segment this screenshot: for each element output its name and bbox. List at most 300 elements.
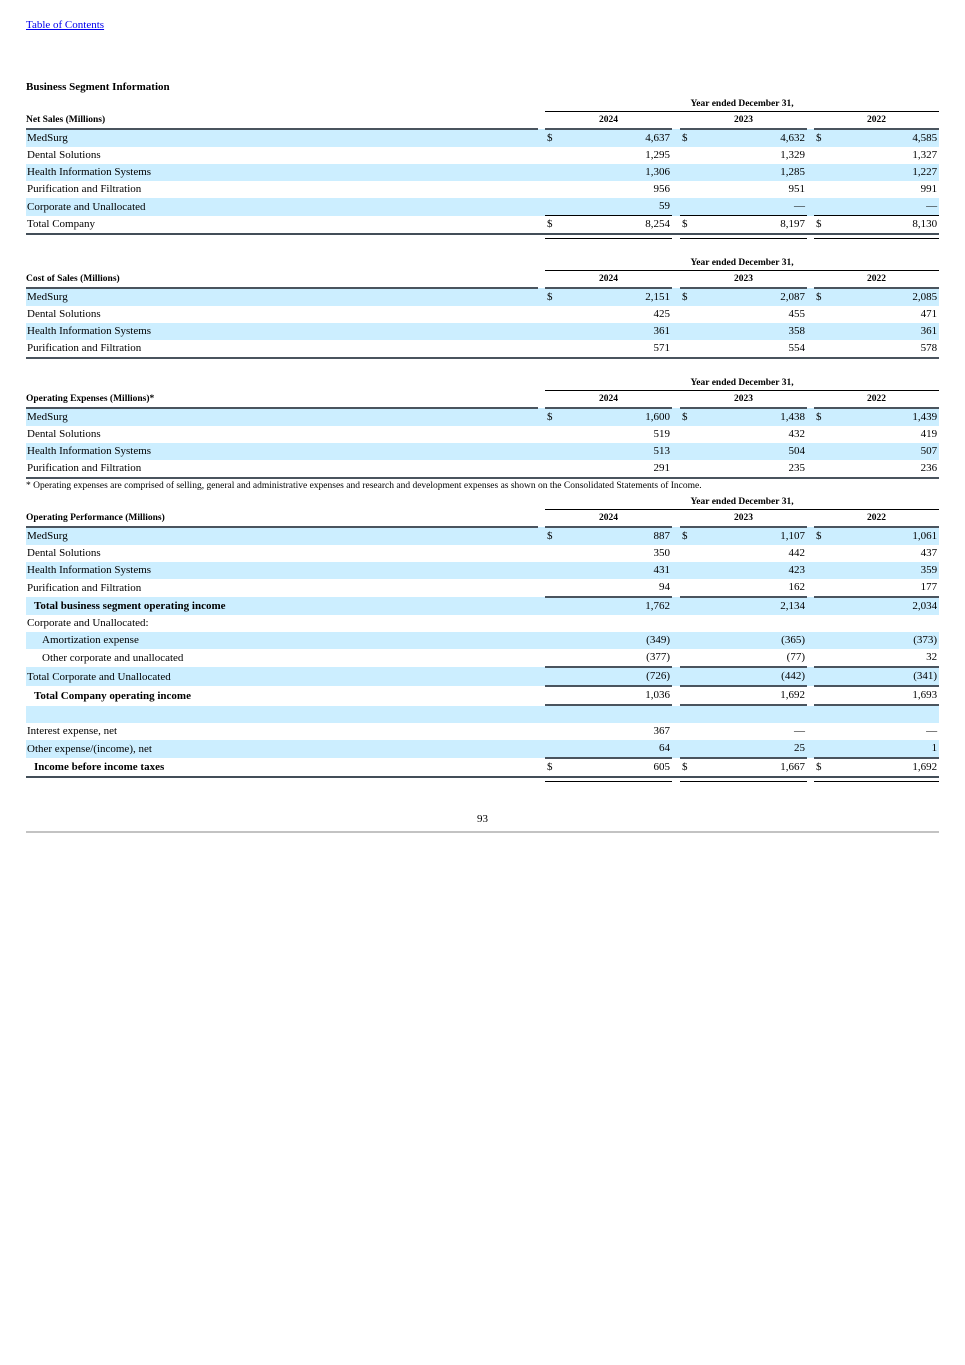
gap xyxy=(807,632,814,649)
value-2024: 361 xyxy=(559,323,672,340)
dollar-sign-2022 xyxy=(814,597,828,615)
gap xyxy=(807,408,814,426)
value-2023: 1,329 xyxy=(780,149,805,161)
value-2023: 4,632 xyxy=(694,129,807,147)
table-row-dental-solutions xyxy=(26,426,939,443)
dollar-sign-2023 xyxy=(680,740,694,758)
gap xyxy=(672,632,680,649)
table-row-purification-and-filtration xyxy=(26,579,939,597)
gap xyxy=(807,460,814,478)
gap xyxy=(538,686,545,705)
page-number: 93 xyxy=(477,813,488,825)
dollar-sign-2023 xyxy=(680,615,694,632)
gap xyxy=(672,147,680,164)
row-label: Purification and Filtration xyxy=(26,460,538,478)
row-label: Health Information Systems xyxy=(26,562,538,579)
year-header-2024: 2024 xyxy=(545,271,672,289)
value-2022: 471 xyxy=(920,308,938,320)
dollar-sign-2023 xyxy=(680,579,694,597)
gap xyxy=(538,460,545,478)
gap xyxy=(538,306,545,323)
dollar-sign-2024: $ xyxy=(545,527,559,545)
dollar-sign-2024: $ xyxy=(545,288,559,306)
year-header-2023: 2023 xyxy=(680,112,807,130)
value-2023 xyxy=(694,615,807,632)
period-header: Year ended December 31, xyxy=(545,256,939,271)
row-label: Total business segment operating income xyxy=(26,597,538,615)
dollar-sign-2022 xyxy=(814,649,828,667)
value-2022: 991 xyxy=(920,183,938,195)
row-label: Health Information Systems xyxy=(26,323,538,340)
value-2023: 1,285 xyxy=(694,164,807,181)
gap xyxy=(672,686,680,705)
gap xyxy=(538,510,545,528)
gap xyxy=(807,562,814,579)
value-2024: (349) xyxy=(559,632,672,649)
table-row-health-information-systems xyxy=(26,164,939,181)
row-label: Total Corporate and Unallocated xyxy=(26,667,538,686)
year-header-2022: 2022 xyxy=(814,271,939,289)
value-2024: 8,254 xyxy=(559,216,672,235)
table-row-corporate-and-unallocated xyxy=(26,198,939,216)
gap xyxy=(807,198,814,216)
row-label: Corporate and Unallocated xyxy=(26,198,538,216)
value-2023: 1,692 xyxy=(694,686,807,705)
row-label: MedSurg xyxy=(26,288,538,306)
value-2024: 605 xyxy=(559,758,672,777)
row-label: Dental Solutions xyxy=(27,428,101,440)
dollar-sign-2024 xyxy=(545,562,559,579)
row-label: MedSurg xyxy=(26,527,538,545)
table-row-medsurg xyxy=(26,527,939,545)
gap xyxy=(538,545,545,562)
gap xyxy=(538,147,545,164)
table-net-sales-millions xyxy=(26,97,939,239)
value-2023: 1,107 xyxy=(694,527,807,545)
value-2024: 956 xyxy=(653,183,670,195)
value-2022 xyxy=(828,615,939,632)
table-label: Operating Performance (Millions) xyxy=(26,510,538,528)
value-2022: 1,693 xyxy=(828,686,939,705)
gap xyxy=(807,667,814,686)
table-row-purification-and-filtration xyxy=(26,181,939,198)
value-2023: 423 xyxy=(694,562,807,579)
table-row-dental-solutions xyxy=(26,545,939,562)
dollar-sign-2022: $ xyxy=(814,288,828,306)
value-2022: 1,327 xyxy=(912,149,938,161)
gap xyxy=(672,667,680,686)
value-2023: 442 xyxy=(788,547,805,559)
gap xyxy=(538,234,545,239)
value-2024: 1,306 xyxy=(559,164,672,181)
gap xyxy=(538,527,545,545)
dollar-sign-2023 xyxy=(680,460,694,478)
value-2023: 1,438 xyxy=(694,408,807,426)
header-spacer xyxy=(26,495,538,510)
gap xyxy=(672,216,680,235)
value-2022: 359 xyxy=(828,562,939,579)
dollar-sign-2024 xyxy=(545,443,559,460)
value-2022: 1,692 xyxy=(828,758,939,777)
dollar-sign-2023 xyxy=(680,667,694,686)
gap xyxy=(538,777,545,782)
gap xyxy=(807,740,814,758)
gap xyxy=(538,597,545,615)
gap xyxy=(538,288,545,306)
table-row-medsurg xyxy=(26,129,939,147)
value-2022: — xyxy=(828,198,939,216)
value-2022: 8,130 xyxy=(828,216,939,235)
gap xyxy=(538,632,545,649)
dollar-sign-2023 xyxy=(680,597,694,615)
value-2022: 437 xyxy=(920,547,938,559)
gap xyxy=(807,597,814,615)
double-underline-2022 xyxy=(814,777,939,782)
value-2023: 504 xyxy=(694,443,807,460)
dollar-sign-2023 xyxy=(680,443,694,460)
value-2024: (377) xyxy=(559,649,672,667)
gap xyxy=(672,323,680,340)
year-header-row xyxy=(26,510,939,528)
dollar-sign-2022 xyxy=(814,667,828,686)
gap xyxy=(538,391,545,409)
gap xyxy=(807,271,814,289)
gap xyxy=(538,740,545,758)
dollar-sign-2023: $ xyxy=(680,758,694,777)
dollar-sign-2023 xyxy=(680,181,694,198)
dollar-sign-2023 xyxy=(680,632,694,649)
value-2022: 1,439 xyxy=(828,408,939,426)
gap xyxy=(672,649,680,667)
value-2023: (77) xyxy=(694,649,807,667)
value-2024: 425 xyxy=(653,308,670,320)
value-2022: 507 xyxy=(828,443,939,460)
row-label: Income before income taxes xyxy=(26,758,538,777)
year-header-2022: 2022 xyxy=(814,391,939,409)
row-label: Purification and Filtration xyxy=(27,582,142,594)
dollar-sign-2022 xyxy=(814,686,828,705)
dollar-sign-2022: $ xyxy=(814,129,828,147)
value-2023: 554 xyxy=(694,340,807,358)
gap xyxy=(807,426,814,443)
gap xyxy=(807,181,814,198)
table-row-health-information-systems xyxy=(26,443,939,460)
dollar-sign-2024 xyxy=(545,632,559,649)
table-operating-performance-millions xyxy=(26,495,939,782)
value-2024: 2,151 xyxy=(559,288,672,306)
footer-divider xyxy=(26,831,939,833)
dollar-sign-2022 xyxy=(814,632,828,649)
gap xyxy=(672,164,680,181)
row-label: Dental Solutions xyxy=(27,149,101,161)
value-2023: 358 xyxy=(694,323,807,340)
gap xyxy=(538,408,545,426)
dollar-sign-2022 xyxy=(814,443,828,460)
value-2023: 235 xyxy=(694,460,807,478)
gap xyxy=(807,545,814,562)
row-label: Total Company operating income xyxy=(34,690,191,702)
underline-spacer xyxy=(26,777,538,782)
gap xyxy=(538,443,545,460)
value-2024: 64 xyxy=(559,740,672,758)
dollar-sign-2024 xyxy=(545,723,559,740)
value-2024: 350 xyxy=(653,547,670,559)
value-2022: 419 xyxy=(920,428,938,440)
dollar-sign-2022 xyxy=(814,164,828,181)
value-2023: (442) xyxy=(694,667,807,686)
table-row-dental-solutions xyxy=(26,147,939,164)
value-2023: 432 xyxy=(788,428,805,440)
table-row-purification-and-filtration xyxy=(26,460,939,478)
gap xyxy=(538,112,545,130)
table-operating-expenses-millions xyxy=(26,376,939,479)
table-row-interest-expense-net xyxy=(26,723,939,740)
row-label: Other expense/(income), net xyxy=(26,740,538,758)
dollar-sign-2024 xyxy=(545,649,559,667)
table-row-dental-solutions xyxy=(26,306,939,323)
gap xyxy=(538,271,545,289)
value-2024: 431 xyxy=(559,562,672,579)
dollar-sign-2022 xyxy=(814,340,828,358)
table-label: Net Sales (Millions) xyxy=(26,112,538,130)
row-label: Dental Solutions xyxy=(27,308,101,320)
value-2023: — xyxy=(794,725,805,737)
value-2023: 951 xyxy=(788,183,805,195)
gap xyxy=(538,97,545,112)
period-header: Year ended December 31, xyxy=(545,495,939,510)
gap xyxy=(807,777,814,782)
gap xyxy=(672,527,680,545)
dollar-sign-2024 xyxy=(545,545,559,562)
gap xyxy=(672,271,680,289)
value-2024: 519 xyxy=(653,428,670,440)
gap xyxy=(538,340,545,358)
gap xyxy=(672,112,680,130)
dollar-sign-2023: $ xyxy=(680,408,694,426)
gap xyxy=(807,112,814,130)
dollar-sign-2022 xyxy=(814,426,828,443)
value-2023: 2,087 xyxy=(694,288,807,306)
dollar-sign-2024: $ xyxy=(545,408,559,426)
value-2024: 94 xyxy=(559,579,672,597)
gap xyxy=(672,460,680,478)
gap xyxy=(538,667,545,686)
gap xyxy=(538,615,545,632)
dollar-sign-2024 xyxy=(545,306,559,323)
dollar-sign-2023 xyxy=(680,306,694,323)
table-cost-of-sales-millions xyxy=(26,256,939,359)
dollar-sign-2024 xyxy=(545,164,559,181)
year-header-2022: 2022 xyxy=(814,112,939,130)
row-label: Interest expense, net xyxy=(27,725,118,737)
row-label: Other corporate and unallocated xyxy=(42,652,184,664)
dollar-sign-2024 xyxy=(545,667,559,686)
value-2022: (341) xyxy=(828,667,939,686)
toc-row xyxy=(26,0,939,31)
dollar-sign-2022 xyxy=(814,615,828,632)
row-label: Total Company xyxy=(26,216,538,235)
gap xyxy=(807,216,814,235)
value-2023: 455 xyxy=(788,308,805,320)
gap xyxy=(807,288,814,306)
value-2023: 8,197 xyxy=(694,216,807,235)
gap xyxy=(807,391,814,409)
gap xyxy=(538,758,545,777)
gap xyxy=(538,579,545,597)
gap xyxy=(807,340,814,358)
value-2022: 361 xyxy=(828,323,939,340)
dollar-sign-2022 xyxy=(814,723,828,740)
value-2024: 513 xyxy=(559,443,672,460)
gap xyxy=(672,740,680,758)
table-of-contents-link[interactable]: Table of Contents xyxy=(26,19,105,31)
table-row-total-company xyxy=(26,216,939,235)
table-row-purification-and-filtration xyxy=(26,340,939,358)
double-underline-2024 xyxy=(545,234,672,239)
gap xyxy=(538,723,545,740)
table-row-other-corporate-and-unallocated xyxy=(26,649,939,667)
page-title: Business Segment Information xyxy=(26,81,170,93)
gap xyxy=(672,288,680,306)
table-label: Operating Expenses (Millions)* xyxy=(26,391,538,409)
gap xyxy=(672,408,680,426)
gap xyxy=(538,198,545,216)
gap xyxy=(538,256,545,271)
value-2024 xyxy=(559,615,672,632)
gap xyxy=(672,198,680,216)
dollar-sign-2023 xyxy=(680,649,694,667)
value-2024: 59 xyxy=(559,198,672,216)
dollar-sign-2024 xyxy=(545,340,559,358)
double-underline-2023 xyxy=(680,777,807,782)
year-header-2024: 2024 xyxy=(545,510,672,528)
gap xyxy=(807,323,814,340)
year-header-row xyxy=(26,112,939,130)
double-underline-2024 xyxy=(545,777,672,782)
table-row-total-business-segment-operating-income xyxy=(26,597,939,615)
value-2022: 578 xyxy=(828,340,939,358)
period-header-row xyxy=(26,376,939,391)
year-header-2024: 2024 xyxy=(545,391,672,409)
gap xyxy=(672,340,680,358)
gap xyxy=(672,615,680,632)
dollar-sign-2024 xyxy=(545,615,559,632)
dollar-sign-2022: $ xyxy=(814,216,828,235)
dollar-sign-2023 xyxy=(680,545,694,562)
value-2024: 887 xyxy=(559,527,672,545)
value-2023: — xyxy=(694,198,807,216)
gap xyxy=(672,306,680,323)
table-label: Cost of Sales (Millions) xyxy=(26,271,538,289)
gap xyxy=(538,426,545,443)
dollar-sign-2024: $ xyxy=(545,129,559,147)
dollar-sign-2023 xyxy=(680,198,694,216)
value-2022: 177 xyxy=(828,579,939,597)
gap xyxy=(807,723,814,740)
operating-expenses-footnote: * Operating expenses are comprised of selling, general and administrative expenses and research and development expenses as shown on the Consolidated Statements of Income. xyxy=(26,481,702,491)
dollar-sign-2022 xyxy=(814,147,828,164)
dollar-sign-2023 xyxy=(680,686,694,705)
table-row-total-company-operating-income xyxy=(26,686,939,705)
document-page xyxy=(26,0,939,782)
table-row-amortization-expense xyxy=(26,632,939,649)
gap xyxy=(538,216,545,235)
gap xyxy=(672,562,680,579)
value-2023: 162 xyxy=(694,579,807,597)
gap xyxy=(807,306,814,323)
period-header: Year ended December 31, xyxy=(545,376,939,391)
segment-tables xyxy=(26,97,939,782)
gap xyxy=(807,527,814,545)
dollar-sign-2023: $ xyxy=(680,129,694,147)
dollar-sign-2024 xyxy=(545,579,559,597)
dollar-sign-2022: $ xyxy=(814,527,828,545)
gap xyxy=(807,234,814,239)
gap xyxy=(672,443,680,460)
period-header-row xyxy=(26,97,939,112)
gap xyxy=(672,426,680,443)
dollar-sign-2024 xyxy=(545,147,559,164)
gap xyxy=(672,234,680,239)
row-label: Health Information Systems xyxy=(26,164,538,181)
dollar-sign-2024 xyxy=(545,460,559,478)
value-2024: (726) xyxy=(559,667,672,686)
dollar-sign-2023 xyxy=(680,723,694,740)
value-2022: — xyxy=(926,725,938,737)
value-2024: 291 xyxy=(559,460,672,478)
gap xyxy=(807,579,814,597)
gap xyxy=(807,510,814,528)
table-row-medsurg xyxy=(26,288,939,306)
dollar-sign-2022: $ xyxy=(814,758,828,777)
header-spacer xyxy=(26,376,538,391)
dollar-sign-2023 xyxy=(680,426,694,443)
period-header: Year ended December 31, xyxy=(545,97,939,112)
double-underline-row xyxy=(26,234,939,239)
gap xyxy=(672,777,680,782)
period-header-row xyxy=(26,256,939,271)
gap xyxy=(672,758,680,777)
dollar-sign-2023 xyxy=(680,164,694,181)
dollar-sign-2023 xyxy=(680,562,694,579)
gap xyxy=(672,579,680,597)
dollar-sign-2024 xyxy=(545,597,559,615)
gap xyxy=(807,758,814,777)
gap xyxy=(672,545,680,562)
value-2024: 1,036 xyxy=(559,686,672,705)
gap xyxy=(807,615,814,632)
gap xyxy=(538,181,545,198)
year-header-row xyxy=(26,391,939,409)
gap xyxy=(538,164,545,181)
dollar-sign-2024 xyxy=(545,686,559,705)
dollar-sign-2024: $ xyxy=(545,216,559,235)
gap xyxy=(672,129,680,147)
dollar-sign-2022 xyxy=(814,740,828,758)
dollar-sign-2022 xyxy=(814,562,828,579)
value-2023: 1,667 xyxy=(694,758,807,777)
period-header-row xyxy=(26,495,939,510)
value-2024: 1,762 xyxy=(559,597,672,615)
dollar-sign-2022 xyxy=(814,306,828,323)
value-2024: 367 xyxy=(653,725,670,737)
value-2022: 2,085 xyxy=(828,288,939,306)
row-label: Purification and Filtration xyxy=(27,183,142,195)
dollar-sign-2024 xyxy=(545,740,559,758)
spacer-row xyxy=(26,705,939,723)
year-header-2022: 2022 xyxy=(814,510,939,528)
value-2023: 2,134 xyxy=(694,597,807,615)
